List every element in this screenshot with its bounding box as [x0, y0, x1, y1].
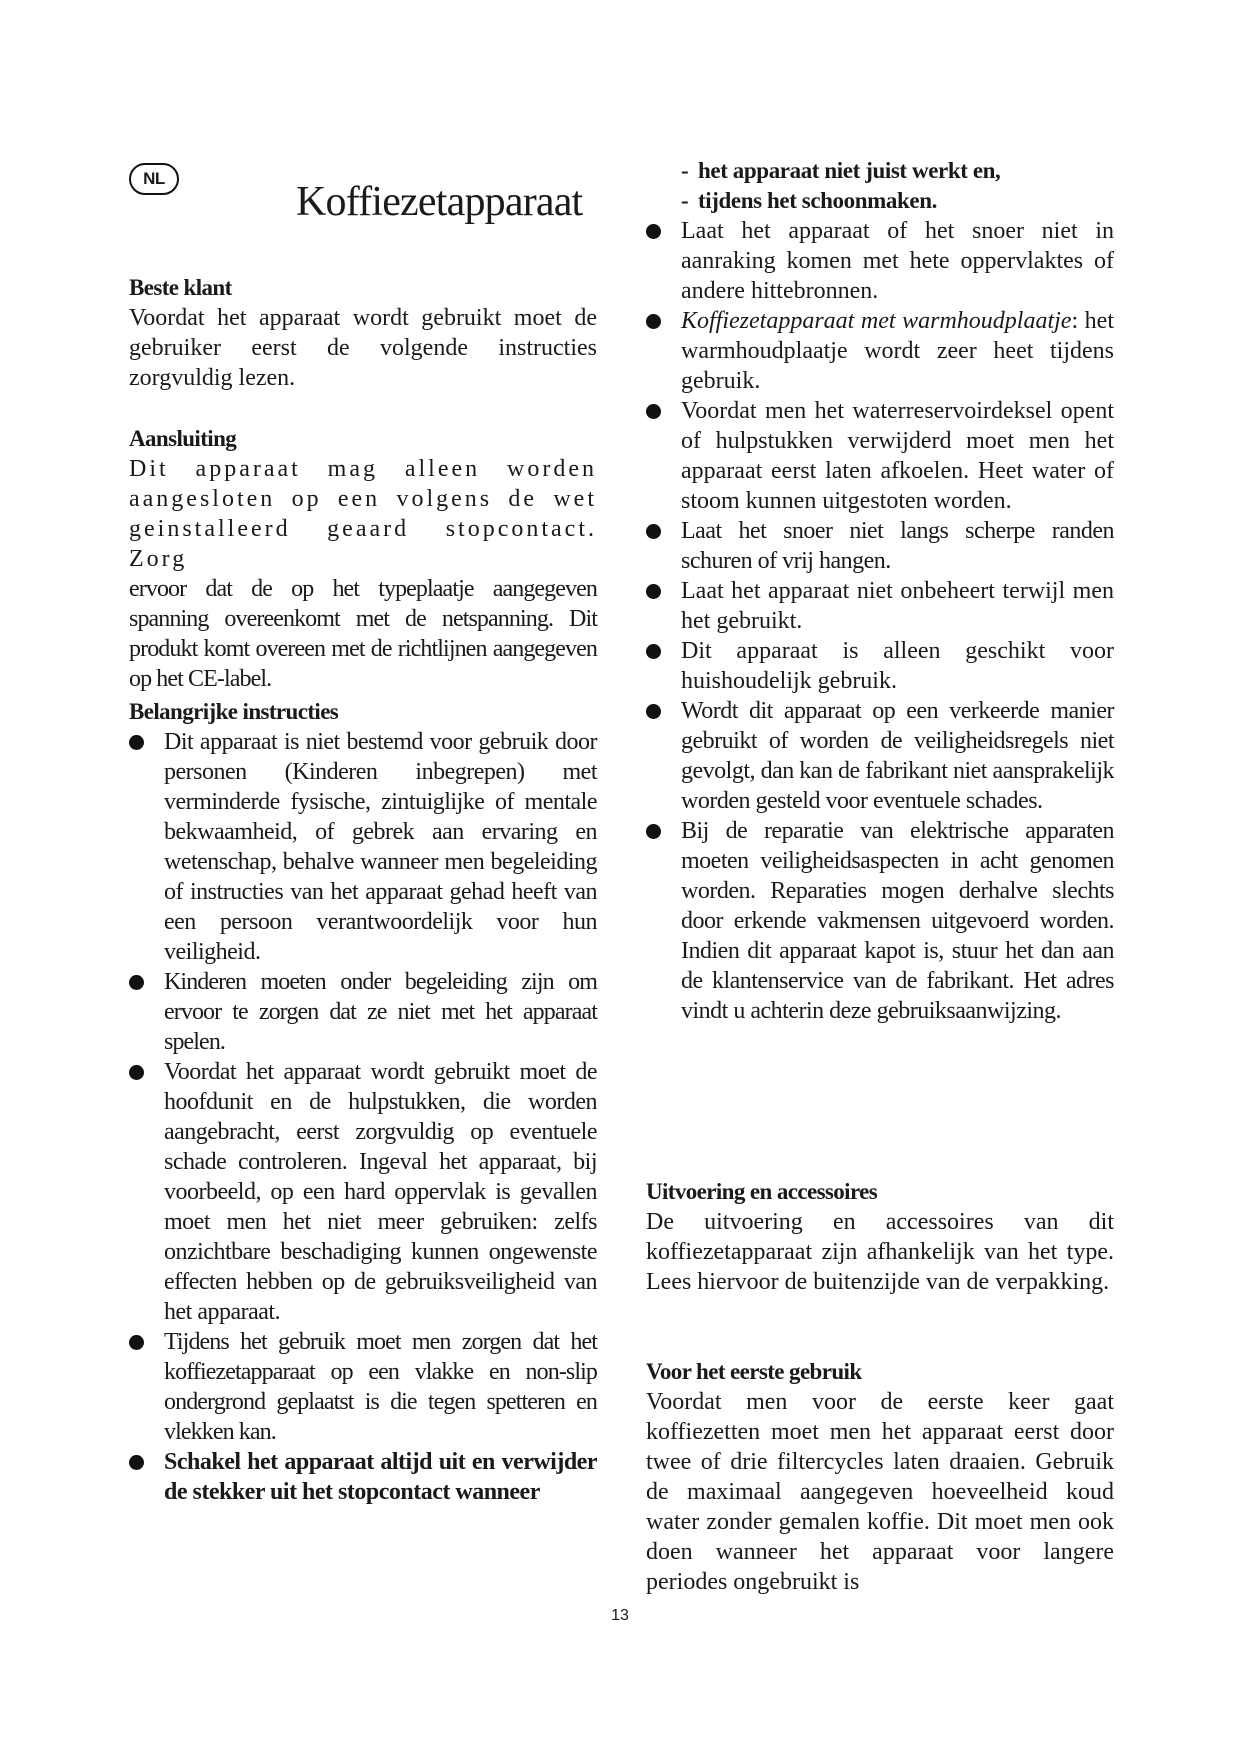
first-use-section	[646, 1357, 1114, 1597]
bullet-icon	[646, 404, 661, 419]
accessories-heading: Uitvoering en accessoires	[646, 1179, 878, 1204]
instructions-list-right	[646, 216, 1114, 1026]
instructions-list-left	[129, 727, 597, 1507]
bullet-icon	[646, 314, 661, 329]
bullet-icon	[129, 1455, 144, 1470]
unplug-conditions	[646, 156, 1114, 216]
list-item: - tijdens het schoonmaken.	[681, 188, 937, 213]
list-item: - het apparaat niet juist werkt en,	[681, 158, 1001, 183]
list-item: Laat het apparaat of het snoer niet in aanraking komen met hete oppervlaktes of andere hittebronnen.	[646, 216, 1114, 306]
list-item: Laat het apparaat niet onbeheert terwijl men het gebruikt.	[646, 576, 1114, 636]
list-item: Laat het snoer niet langs scherpe randen schuren of vrij hangen.	[646, 516, 1114, 576]
connection-heading: Aansluiting	[129, 426, 237, 451]
bullet-icon	[129, 975, 144, 990]
bullet-icon	[129, 1065, 144, 1080]
bullet-icon	[646, 704, 661, 719]
list-item: Voordat men het waterreservoirdeksel opent of hulpstukken verwijderd moet men het apparaat eerst laten afkoelen. Heet water of stoom kunnen uitgestoten worden.	[646, 396, 1114, 516]
greeting-heading: Beste klant	[129, 275, 232, 300]
bullet-icon	[646, 224, 661, 239]
list-item: Voordat het apparaat wordt gebruikt moet de hoofdunit en de hulpstukken, die worden aangebracht, eerst zorgvuldig op eventuele schade controleren. Ingeval het apparaat, bij voorbeeld, op een hard oppervlak is gevallen moet men het niet meer gebruiken: zelfs onzichtbare beschadiging kunnen ongewenste effecten hebben op de gebruiksveiligheid van het apparaat.	[129, 1057, 597, 1327]
list-item: Dit apparaat is alleen geschikt voor huishoudelijk gebruik.	[646, 636, 1114, 696]
list-item: Bij de reparatie van elektrische apparaten moeten veiligheidsaspecten in acht genomen worden. Reparaties mogen derhalve slechts door erkende vakmensen uitgevoerd worden. Indien dit apparaat kapot is, stuur het dan aan de klantenservice van de fabrikant. Het adres vindt u achterin deze gebruiksaanwijzing.	[646, 816, 1114, 1026]
bullet-icon	[646, 644, 661, 659]
page-number: 13	[611, 1607, 629, 1624]
connection-section	[129, 424, 597, 694]
instructions-section	[129, 697, 597, 1507]
list-item: Wordt dit apparaat op een verkeerde manier gebruikt of worden de veiligheidsregels niet gevolgt, dan kan de fabrikant niet aansprakelijk worden gesteld voor eventuele schades.	[646, 696, 1114, 816]
accessories-section	[646, 1177, 1114, 1297]
list-item: Koffiezetapparaat met warmhoudplaatje: het warmhoudplaatje wordt zeer heet tijdens gebruik.	[646, 306, 1114, 396]
bullet-icon	[129, 735, 144, 750]
accessories-text: De uitvoering en accessoires van dit koffiezetapparaat zijn afhankelijk van het type. Lees hiervoor de buitenzijde van de verpakking.	[646, 1209, 1114, 1295]
instructions-heading: Belangrijke instructies	[129, 699, 339, 724]
greeting-section	[129, 273, 597, 393]
list-item: Dit apparaat is niet bestemd voor gebruik door personen (Kinderen inbegrepen) met verminderde fysische, zintuiglijke of mentale bekwaamheid, of gebrek aan ervaring en wetenschap, behalve wanneer men begeleiding of instructies van het apparaat gehad heeft van een persoon verantwoordelijk voor hun veiligheid.	[129, 727, 597, 967]
greeting-text: Voordat het apparaat wordt gebruikt moet de gebruiker eerst de volgende instructies zorgvuldig lezen.	[129, 305, 597, 391]
first-use-text: Voordat men voor de eerste keer gaat koffiezetten moet men het apparaat eerst door twee of drie filtercycles laten draaien. Gebruik de maximaal aangegeven hoeveelheid koud water zonder gemalen koffie. Dit moet men ook doen wanneer het apparaat voor langere periodes ongebruikt is	[646, 1389, 1114, 1595]
bullet-icon	[646, 524, 661, 539]
connection-text-2: ervoor dat de op het typeplaatje aangegeven spanning overeenkomt met de netspanning. Dit produkt komt overeen met de richtlijnen aangegeven op het CE-label.	[129, 576, 597, 692]
language-badge: NL	[129, 163, 179, 195]
connection-text-1: Dit apparaat mag alleen worden aangesloten op een volgens de wet geinstalleerd geaard stopcontact. Zorg	[129, 456, 597, 572]
page-title: Koffiezetapparaat	[296, 179, 583, 226]
first-use-heading: Voor het eerste gebruik	[646, 1359, 862, 1384]
list-item: Tijdens het gebruik moet men zorgen dat het koffiezetapparaat op een vlakke en non-slip ondergrond geplaatst is die tegen spetteren en vlekken kan.	[129, 1327, 597, 1447]
warming-plate-label: Koffiezetapparaat met warmhoudplaatje	[681, 308, 1072, 334]
bullet-icon	[646, 824, 661, 839]
list-item: Schakel het apparaat altijd uit en verwijder de stekker uit het stopcontact wanneer	[129, 1447, 597, 1507]
list-item: Kinderen moeten onder begeleiding zijn om ervoor te zorgen dat ze niet met het apparaat spelen.	[129, 967, 597, 1057]
bullet-icon	[646, 584, 661, 599]
bullet-icon	[129, 1335, 144, 1350]
